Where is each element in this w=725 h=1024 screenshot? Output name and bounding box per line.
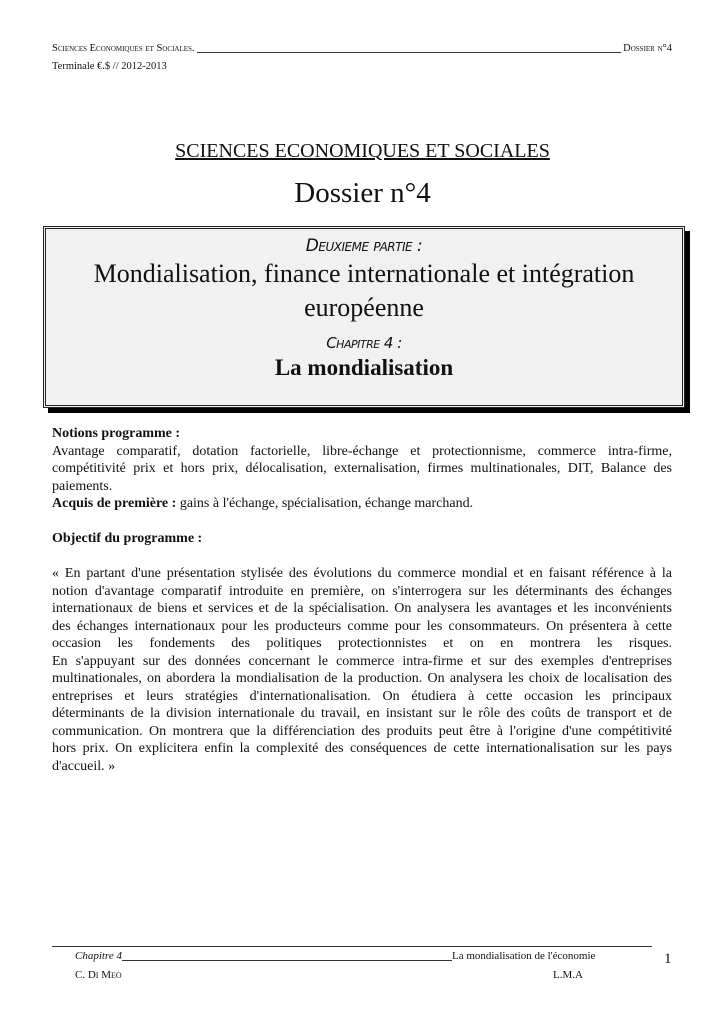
part-title-line1: Mondialisation, finance internationale et intégration: [93, 259, 635, 288]
objectif-line: hors prix. On explicitera enfin la complexité des conséquences de cette internationalisation sur les pays: [52, 741, 672, 756]
notions-line: Avantage comparatif, dotation factorielle, libre-échange et protectionnisme, commerce intra-firme,: [52, 443, 672, 459]
acquis-label: Acquis de première :: [52, 496, 177, 511]
part-label: Deuxieme partie :: [305, 236, 423, 256]
document-subject-title: SCIENCES ECONOMIQUES ET SOCIALES: [175, 140, 550, 162]
spacer: [52, 513, 672, 531]
page-header: [52, 42, 672, 55]
header-subject: Sciences Economiques et Sociales.: [52, 43, 195, 54]
footer-author: C. Di Meo: [75, 969, 122, 981]
objectif-line: d'accueil. »: [52, 758, 116, 774]
notions-heading: Notions programme :: [52, 426, 181, 441]
footer-school: L.M.A: [553, 969, 583, 981]
footer-underline: [122, 960, 452, 961]
notions-line: paiements.: [52, 478, 113, 494]
acquis-text: gains à l'échange, spécialisation, échange marchand.: [176, 496, 474, 511]
objectif-line: communication. On montrera que la différenciation des produits peut être à l'origine d'une compétitivité: [52, 723, 672, 739]
chapter-title-box: [43, 226, 685, 408]
objectif-line: déterminants de la division internationale du travail, en insistant sur le rôle des coûts de transport et de: [52, 706, 672, 721]
part-title-line2: européenne: [304, 293, 424, 322]
header-dossier: Dossier n°4: [623, 43, 672, 54]
footer-chapter: Chapitre 4: [75, 950, 122, 962]
objectif-heading: Objectif du programme :: [52, 531, 203, 546]
header-rule: [197, 52, 622, 53]
chapter-title: La mondialisation: [274, 355, 454, 380]
acquis-line: [52, 495, 672, 513]
dossier-title: Dossier n°4: [294, 177, 431, 209]
header-class-year: Terminale €.$ // 2012-2013: [52, 61, 167, 72]
objectif-line: des échanges internationaux pour les producteurs comme pour les consommateurs. On présentera à cette: [52, 618, 672, 634]
chapter-label: Chapitre 4 :: [326, 334, 402, 352]
objectif-line: occasion les fondements des politiques protectionnistes et on en montrera les risques.: [52, 636, 672, 651]
page-number: 1: [664, 951, 672, 967]
objectif-line: notion d'avantage comparatif introduite en première, on s'interrogera sur les déterminants des échanges: [52, 583, 672, 599]
objectif-line: internationaux de biens et services et de la spécialisation. On analysera les avantages et les inconvénients: [52, 601, 672, 616]
objectif-line: En s'appuyant sur des données concernant le commerce intra-firme et sur des exemples d'entreprises: [52, 653, 672, 669]
footer-topic: La mondialisation de l'économie: [451, 950, 596, 962]
notions-line: compétitivité prix et hors prix, délocalisation, externalisation, firmes multinationales, DIT, Balance des: [52, 461, 672, 476]
footer-rule: [52, 946, 652, 947]
document-body: [52, 425, 672, 775]
objectif-line: entreprises et leurs stratégies d'internationalisation. On étudiera à cette occasion les principaux: [52, 688, 672, 704]
objectif-line: multinationales, on abordera la mondialisation de la production. On analysera les choix de localisation des: [52, 671, 672, 686]
footer-line1: [75, 950, 595, 963]
spacer: [52, 548, 672, 566]
objectif-line: « En partant d'une présentation stylisée des évolutions du commerce mondial et en faisant référence à la: [52, 566, 672, 581]
